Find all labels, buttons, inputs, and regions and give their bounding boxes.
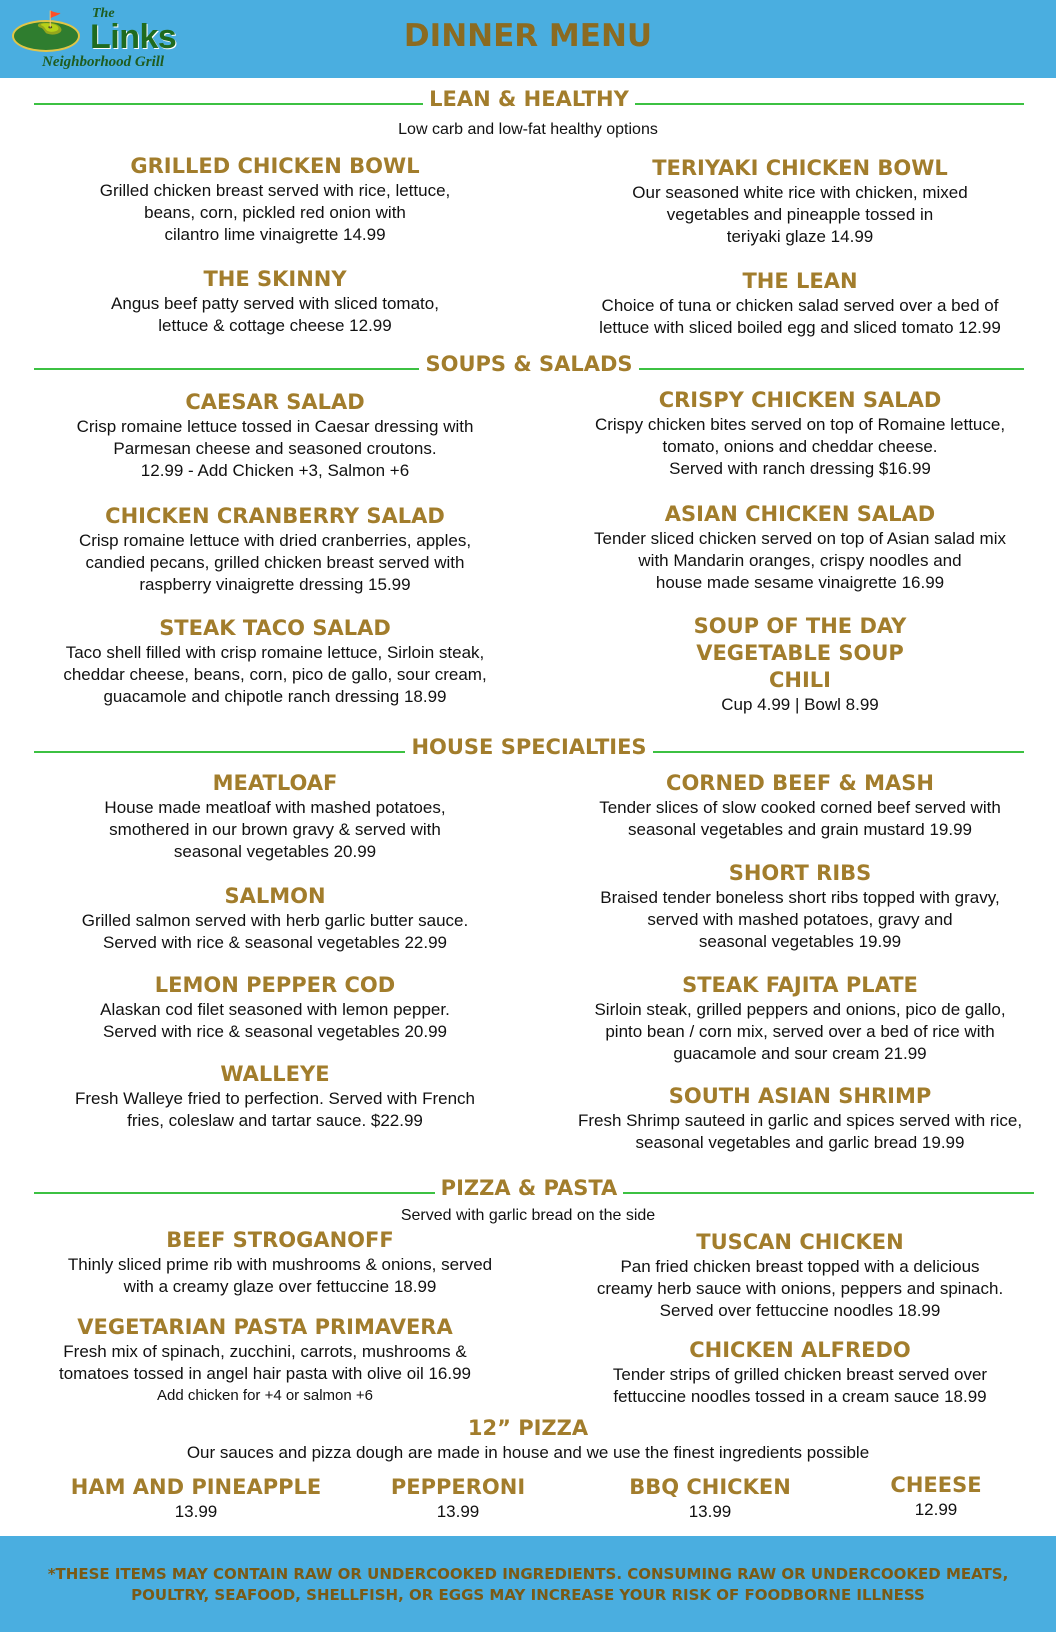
item-name: SALMON [224, 884, 326, 908]
menu-item-salmon [20, 883, 530, 954]
menu-item-tuscan-chicken [545, 1229, 1055, 1322]
item-description-line: Crispy chicken bites served on top of Romaine lettuce, [594, 415, 1006, 434]
item-description-line: Crisp romaine lettuce with dried cranberries, apples, [78, 531, 472, 550]
section-lean-healthy [34, 87, 1024, 121]
item-description-line: raspberry vinaigrette dressing 15.99 [139, 575, 411, 594]
section-soups-salads [34, 352, 1024, 386]
logo-tagline: Neighborhood Grill [42, 54, 165, 70]
pizza-item-bbq-chicken [580, 1474, 840, 1524]
menu-item-corned-beef-mash [545, 770, 1055, 841]
item-name: THE LEAN [742, 269, 858, 293]
pizza-subtitle: Our sauces and pizza dough are made in house and we use the finest ingredients possible [186, 1443, 870, 1462]
page-title: DINNER MENU [403, 18, 653, 54]
pizza-item-ham-pineapple [66, 1474, 326, 1524]
item-description-line: Our seasoned white rice with chicken, mixed [632, 183, 968, 202]
footer-bar [0, 1536, 1056, 1632]
item-description-line: vegetables and pineapple tossed in [666, 205, 934, 224]
item-name: CHEESE [890, 1473, 982, 1497]
item-description-line: Crisp romaine lettuce tossed in Caesar dressing with [76, 417, 474, 436]
item-name: THE SKINNY [203, 267, 347, 291]
header-bar [0, 0, 1056, 78]
menu-item-teriyaki-chicken-bowl [545, 155, 1055, 248]
menu-item-lemon-pepper-cod [20, 972, 530, 1043]
item-name: TERIYAKI CHICKEN BOWL [652, 156, 948, 180]
item-description-line: tomatoes tossed in angel hair pasta with olive oil 16.99 [58, 1364, 472, 1383]
item-name: VEGETARIAN PASTA PRIMAVERA [77, 1315, 453, 1339]
item-name: GRILLED CHICKEN BOWL [130, 154, 420, 178]
menu-item-walleye [20, 1061, 530, 1132]
menu-item-steak-fajita-plate [545, 972, 1055, 1065]
item-description-line: creamy herb sauce with onions, peppers and spinach. [596, 1279, 1004, 1298]
pizza-item-pepperoni [328, 1474, 588, 1524]
item-description-line: with Mandarin oranges, crispy noodles and [638, 551, 962, 570]
item-description-line: guacamole and sour cream 21.99 [673, 1044, 927, 1063]
menu-item-south-asian-shrimp [545, 1083, 1055, 1154]
item-description-line: Tender slices of slow cooked corned beef served with [599, 798, 1001, 817]
item-description-line: Alaskan cod filet seasoned with lemon pepper. [100, 1000, 450, 1019]
item-description-line: beans, corn, pickled red onion with [144, 203, 406, 222]
section-house-specialties [34, 735, 1024, 769]
warning-line: POULTRY, SEAFOOD, SHELLFISH, OR EGGS MAY INCREASE YOUR RISK OF FOODBORNE ILLNESS [131, 1586, 925, 1604]
item-description-line: candied pecans, grilled chicken breast served with [85, 553, 465, 572]
item-description-line: Fresh mix of spinach, zucchini, carrots, mushrooms & [63, 1342, 467, 1361]
pizza-item-cheese [806, 1472, 1056, 1522]
item-description-line: seasonal vegetables 19.99 [698, 932, 902, 951]
menu-item-beef-stroganoff [20, 1227, 540, 1298]
item-description-line: Tender sliced chicken served on top of Asian salad mix [593, 529, 1006, 548]
item-name: SOUP OF THE DAY [693, 614, 907, 638]
menu-item-steak-taco-salad [20, 615, 530, 708]
item-description-line: house made sesame vinaigrette 16.99 [655, 573, 945, 592]
section-title: PIZZA & PASTA [435, 1176, 624, 1200]
item-description-line: Fresh Walleye fried to perfection. Served with French [75, 1089, 475, 1108]
item-name: BBQ CHICKEN [629, 1475, 791, 1499]
item-description-line: seasonal vegetables and garlic bread 19.99 [635, 1133, 965, 1152]
item-description-line: cilantro lime vinaigrette 14.99 [164, 225, 386, 244]
item-description-line: cheddar cheese, beans, corn, pico de gallo, sour cream, [63, 665, 487, 684]
item-name: PEPPERONI [390, 1475, 526, 1499]
golfer-icon: ⛳ [36, 10, 64, 35]
item-description-line: Sirloin steak, grilled peppers and onions, pico de gallo, [594, 1000, 1006, 1019]
menu-item-chicken-alfredo [545, 1337, 1055, 1408]
menu-item-caesar-salad [20, 389, 530, 482]
item-description-line: Grilled salmon served with herb garlic butter sauce. [81, 911, 469, 930]
item-description-line: Braised tender boneless short ribs topped with gravy, [600, 888, 1000, 907]
item-name: HAM AND PINEAPPLE [70, 1475, 322, 1499]
item-price: 13.99 [436, 1502, 480, 1521]
item-name: SHORT RIBS [728, 861, 872, 885]
menu-item-soups [545, 613, 1055, 716]
menu-item-chicken-cranberry-salad [20, 503, 530, 596]
pizza-title: 12” PIZZA [467, 1416, 589, 1440]
item-description-line: with a creamy glaze over fettuccine 18.99 [123, 1277, 437, 1296]
item-description-line: Served with ranch dressing $16.99 [669, 459, 931, 478]
menu-item-asian-chicken-salad [545, 501, 1055, 594]
item-description-line: fettuccine noodles tossed in a cream sauce 18.99 [613, 1387, 987, 1406]
menu-item-crispy-chicken-salad [545, 387, 1055, 480]
menu-item-short-ribs [545, 860, 1055, 953]
menu-item-vegetarian-pasta-primavera [10, 1314, 520, 1407]
item-description-line: 12.99 - Add Chicken +3, Salmon +6 [140, 461, 410, 480]
section-subtitle: Low carb and low-fat healthy options [398, 121, 658, 138]
item-name: TUSCAN CHICKEN [696, 1230, 904, 1254]
section-title: SOUPS & SALADS [419, 352, 638, 376]
item-name: CHICKEN CRANBERRY SALAD [105, 504, 445, 528]
allergy-warning [20, 1564, 1036, 1606]
menu-item-the-lean [545, 268, 1055, 339]
item-name: CORNED BEEF & MASH [666, 771, 934, 795]
item-name: WALLEYE [220, 1062, 330, 1086]
item-name: VEGETABLE SOUP [696, 641, 904, 665]
item-description-line: Add chicken for +4 or salmon +6 [157, 1387, 373, 1404]
item-description-line: Tender strips of grilled chicken breast served over [612, 1365, 988, 1384]
item-name: STEAK FAJITA PLATE [682, 973, 918, 997]
item-price: 13.99 [688, 1502, 732, 1521]
menu-item-the-skinny [20, 266, 530, 337]
item-description-line: Cup 4.99 | Bowl 8.99 [721, 695, 879, 714]
item-name: CHILI [769, 668, 831, 692]
logo-the: The [92, 6, 115, 21]
item-price: 13.99 [174, 1502, 218, 1521]
item-description-line: Choice of tuna or chicken salad served over a bed of [601, 296, 999, 315]
item-name: LEMON PEPPER COD [154, 973, 396, 997]
menu-item-grilled-chicken-bowl [20, 153, 530, 246]
item-description-line: fries, coleslaw and tartar sauce. $22.99 [127, 1111, 423, 1130]
item-name: STEAK TACO SALAD [159, 616, 391, 640]
item-description-line: seasonal vegetables and grain mustard 19.99 [627, 820, 972, 839]
item-name: CHICKEN ALFREDO [689, 1338, 911, 1362]
warning-line: *THESE ITEMS MAY CONTAIN RAW OR UNDERCOOKED INGREDIENTS. CONSUMING RAW OR UNDERCOOKED MEATS, [47, 1565, 1009, 1583]
menu-item-meatloaf [20, 770, 530, 863]
item-name: CRISPY CHICKEN SALAD [658, 388, 942, 412]
item-description-line: served with mashed potatoes, gravy and [647, 910, 953, 929]
item-description-line: guacamole and chipotle ranch dressing 18.99 [103, 687, 447, 706]
item-description-line: Served with rice & seasonal vegetables 20.99 [103, 1022, 447, 1041]
item-description-line: tomato, onions and cheddar cheese. [662, 437, 938, 456]
item-description-line: Fresh Shrimp sauteed in garlic and spices served with rice, [577, 1111, 1023, 1130]
item-name: ASIAN CHICKEN SALAD [664, 502, 936, 526]
item-description-line: Pan fried chicken breast topped with a delicious [620, 1257, 980, 1276]
item-description-line: Grilled chicken breast served with rice, lettuce, [99, 181, 451, 200]
item-description-line: Thinly sliced prime rib with mushrooms & onions, served [67, 1255, 493, 1274]
item-name: CAESAR SALAD [185, 390, 365, 414]
item-name: MEATLOAF [212, 771, 338, 795]
item-description-line: teriyaki glaze 14.99 [726, 227, 874, 246]
section-pizza-pasta [34, 1176, 1024, 1210]
item-description-line: lettuce & cottage cheese 12.99 [158, 316, 392, 335]
section-title: LEAN & HEALTHY [423, 87, 635, 111]
logo-name: Links [90, 18, 177, 56]
pizza-section [0, 1415, 1056, 1464]
item-description-line: Served over fettuccine noodles 18.99 [659, 1301, 941, 1320]
item-description-line: Served with rice & seasonal vegetables 22.99 [103, 933, 447, 952]
section-title: HOUSE SPECIALTIES [405, 735, 652, 759]
item-description-line: pinto bean / corn mix, served over a bed of rice with [605, 1022, 995, 1041]
item-description-line: Angus beef patty served with sliced tomato, [111, 294, 439, 313]
item-name: BEEF STROGANOFF [166, 1228, 394, 1252]
item-description-line: Parmesan cheese and seasoned croutons. [113, 439, 437, 458]
item-description-line: lettuce with sliced boiled egg and sliced tomato 12.99 [599, 318, 1001, 337]
item-description-line: Taco shell filled with crisp romaine lettuce, Sirloin steak, [65, 643, 485, 662]
section-subtitle: Served with garlic bread on the side [400, 1207, 656, 1224]
item-name: SOUTH ASIAN SHRIMP [668, 1084, 932, 1108]
item-description-line: smothered in our brown gravy & served with [109, 820, 441, 839]
item-description-line: House made meatloaf with mashed potatoes, [104, 798, 446, 817]
item-price: 12.99 [914, 1500, 958, 1519]
item-description-line: seasonal vegetables 20.99 [173, 842, 377, 861]
